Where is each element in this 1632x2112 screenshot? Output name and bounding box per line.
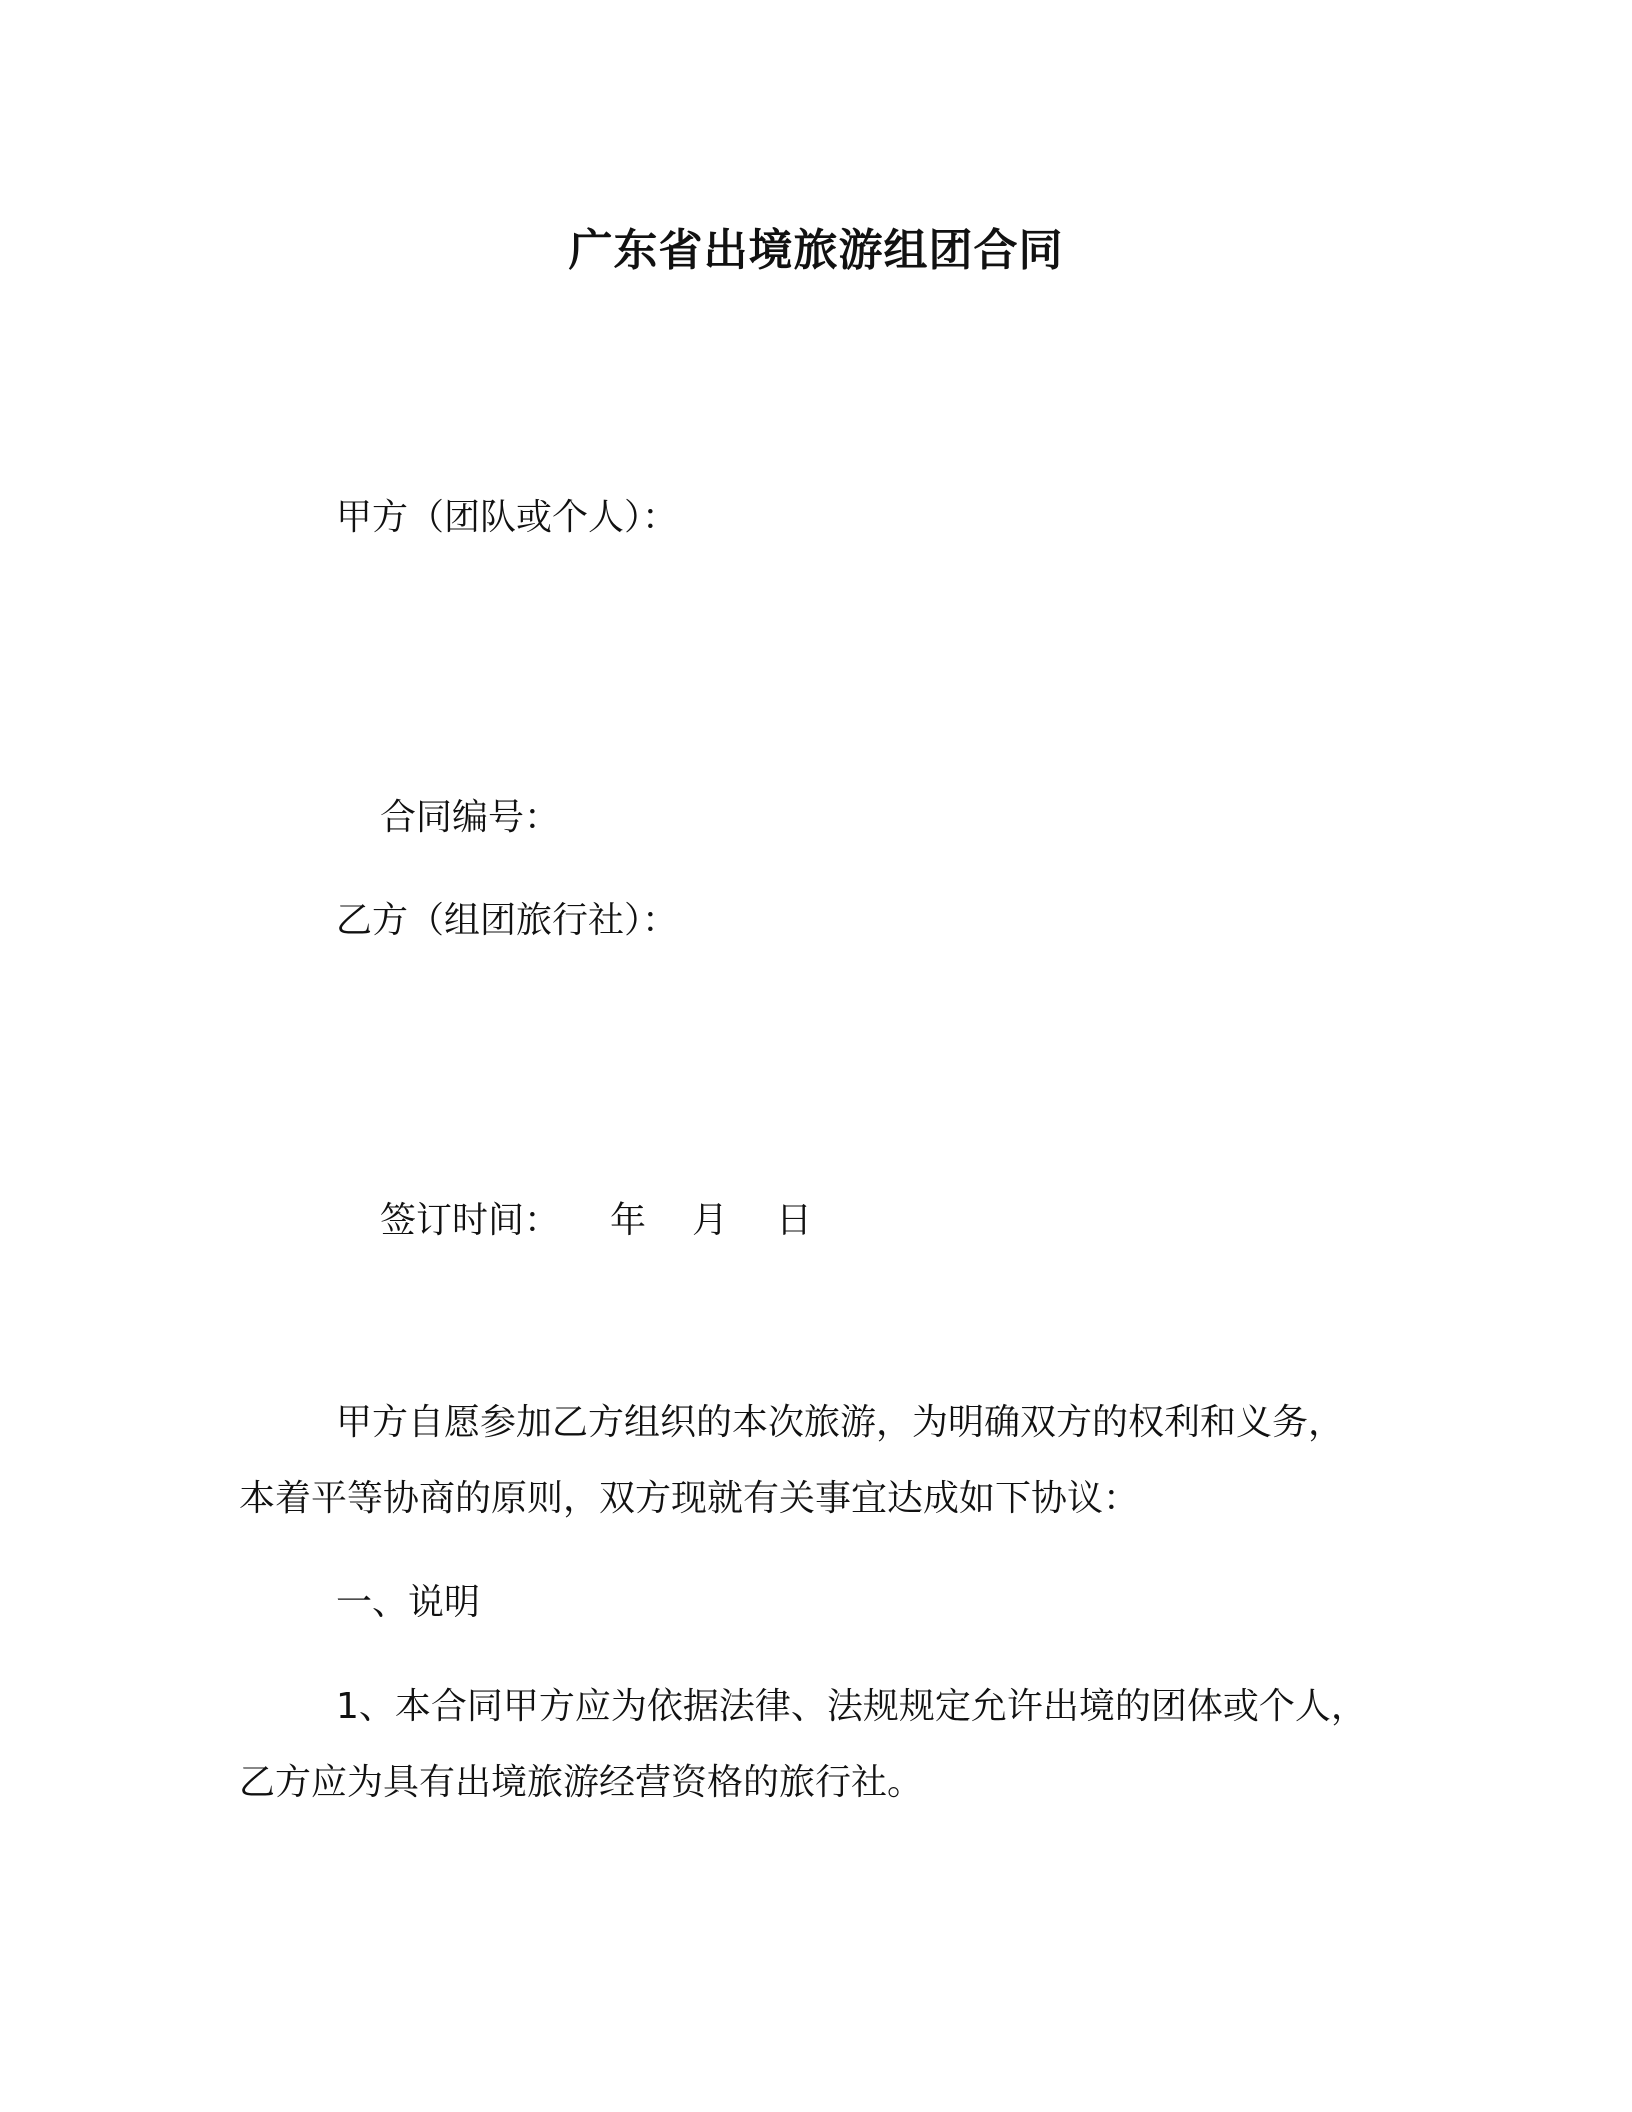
sign-date-day: 日 [776,1200,813,1241]
contract-number-label: 合同编号： [380,797,561,838]
sign-date-year: 年 [610,1200,647,1241]
section-1-item-1-line-2: 乙方应为具有出境旅游经营资格的旅行社。 [239,1762,924,1803]
sign-date-month: 月 [692,1200,729,1241]
document-title: 广东省出境旅游组团合同 [568,225,1064,276]
intro-paragraph-line-2: 本着平等协商的原则，双方现就有关事宜达成如下协议： [239,1478,1140,1519]
sign-date-line [380,1200,813,1241]
sign-date-label: 签订时间： [380,1200,561,1241]
party-a-label: 甲方（团队或个人）： [336,497,679,538]
intro-paragraph-line-1: 甲方自愿参加乙方组织的本次旅游，为明确双方的权利和义务， [336,1402,1345,1443]
section-1-item-1-line-1: 1、本合同甲方应为依据法律、法规规定允许出境的团体或个人， [336,1686,1367,1727]
section-1-heading: 一、说明 [336,1582,481,1623]
party-b-label: 乙方（组团旅行社）： [336,900,679,941]
